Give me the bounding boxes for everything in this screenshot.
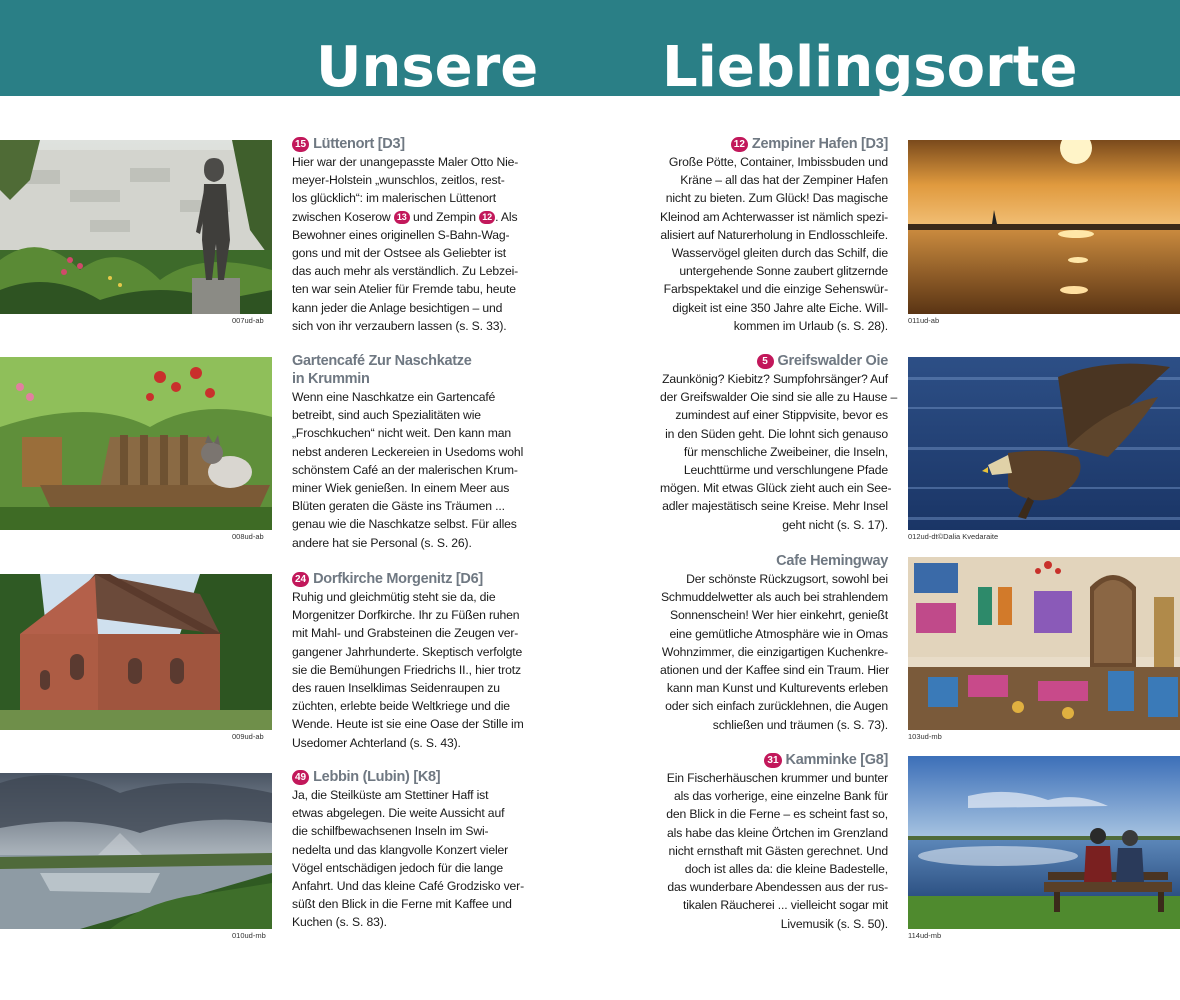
text-line [660,479,892,497]
text-line [660,171,888,189]
entry-title-text: Dorfkirche Morgenitz [D6] [313,571,483,587]
text-line [292,697,520,715]
location-number-badge: 49 [292,770,309,785]
text-run: nebst anderen Leckereien in Usedoms wohl [292,444,524,459]
text-run: züchten, erlebte beide Weltkriege und die [292,699,510,714]
text-run: nicht zu bieten. Zum Glück! Das magische [665,191,888,206]
photo-credit: 103ud-mb [908,732,942,741]
text-line [292,895,520,913]
text-line [292,734,520,752]
text-run: als habe das kleine Örtchen im Grenzland [667,825,888,840]
text-run: mit Mahl- und Grabsteinen die Zeugen ver- [292,626,519,641]
text-run: die schilfbewachsenen Inseln im Swi- [292,824,489,839]
entry-luettenort [292,135,520,335]
text-line [660,697,888,715]
text-line [660,860,888,878]
text-run: sich von ihr verzaubern lassen (s. S. 33). [292,318,507,333]
text-run: schließen und träumen (s. S. 73). [712,717,888,732]
text-line [292,624,520,642]
entry-title [660,352,888,370]
text-line [292,841,520,859]
text-run: Morgenitzer Dorfkirche. Ihr zu Füßen ruhen [292,608,520,623]
text-run: sie die Bemühungen Friedrichs II., hier trotz [292,662,521,677]
entry-title [292,352,520,370]
photo-credit: 011ud-ab [908,316,940,325]
text-line [660,370,888,388]
text-line [292,171,520,189]
text-line [660,842,888,860]
entry-zempiner-hafen [660,135,888,335]
text-run: Kleinod am Achterwasser ist nämlich spezi- [660,209,889,224]
text-line [660,189,888,207]
text-line [292,388,520,406]
text-run: tikalen Räucherei ... vielleicht sogar mit [682,898,888,913]
text-run: der Greifswalder Oie sind sie alle zu Hause – [660,390,898,405]
text-line [292,280,520,298]
entry-text [292,388,524,552]
text-run: los glücklich“: im malerischen Lüttenort [292,191,496,206]
text-run: meyer-Holstein „wunschlos, zeitlos, rest- [292,173,505,188]
photo-luettenort [0,140,272,314]
text-run: Der schönste Rückzugsort, sowohl bei [686,572,888,586]
photo-credit: 012ud-dt©Dalia Kvedaraite [908,532,999,541]
text-line [660,443,888,461]
text-run: Kuchen (s. S. 83). [292,915,387,930]
photo-credit: 009ud-ab [232,732,264,741]
text-line [660,208,888,226]
photo-kamminke [908,756,1180,929]
photo-greifswalder-oie [908,357,1180,530]
text-run: Sonnenschein! Wer hier einkehrt, genießt [669,608,888,623]
entry-title-line2: in Krummin [292,371,370,387]
photo-lebbin [0,773,272,929]
text-line [660,915,888,933]
entry-text [292,786,524,932]
text-run: Hier war der unangepasste Maler Otto Nie- [292,155,519,169]
text-run: geht nicht (s. S. 17). [782,517,888,532]
text-line [292,317,520,335]
text-run: das auch mehr als verständlich. Zu Lebzei- [292,264,519,279]
text-line [660,406,888,424]
entry-kamminke [660,751,888,933]
text-run: als das vorherige, eine einzelne Bank für [673,789,888,804]
text-line [660,716,888,734]
text-run: digkeit ist eine 350 Jahre alte Eiche. Will- [672,300,888,315]
text-line [660,280,888,298]
text-run: für menschliche Zweibeiner, die Inseln, [683,444,888,459]
text-run: Livemusik (s. S. 50). [780,916,888,931]
text-run: kann man Kunst und Kulturevents erleben [666,681,888,696]
text-line [292,786,520,804]
text-line [292,244,520,262]
text-run: Blüten geraten die Gäste ins Träumen ... [292,499,505,514]
text-run: Ja, die Steilküste am Stettiner Haff ist [292,788,489,802]
text-line [292,424,520,442]
text-run: und Zempin [409,209,480,224]
entry-text [660,370,898,534]
text-run: gangener Jahrhunderte. Skeptisch verfolgte [292,644,523,659]
text-run: schönstem Café an der malerischen Krum- [292,462,518,477]
text-line [660,299,888,317]
text-run: Wasservögel gleiten durch das Schilf, die [671,246,888,261]
text-line [292,859,520,877]
entry-lebbin [292,768,524,932]
text-run: Ruhig und gleichmütig steht sie da, die [292,590,496,604]
text-line [660,787,888,805]
text-run: nedelta und das klangvolle Konzert vieler [292,842,509,857]
text-run: nicht ernsthaft mit Gästen gerechnet. Und [668,843,888,858]
text-line [292,661,520,679]
text-line [292,515,520,533]
text-run: Schmuddelwetter als auch bei strahlendem [660,590,888,605]
entry-title-text: Cafe Hemingway [776,553,888,569]
photo-dorfkirche [0,574,272,730]
text-line [292,189,520,207]
text-line [292,299,520,317]
location-number-badge: 12 [731,137,748,152]
location-number-badge: 13 [394,211,410,224]
text-line [292,643,523,661]
text-run: Große Pötte, Container, Imbissbuden und [668,155,888,169]
text-run: Bewohner eines originellen S-Bahn-Wag- [292,227,510,242]
text-line [660,497,888,515]
text-run: miner Wiek genießen. In einem Meer aus [292,481,510,496]
text-run: Anfahrt. Und das kleine Café Grodzisko ver- [292,879,524,894]
text-line [660,425,888,443]
text-run: zwischen Koserow [292,209,394,224]
text-line [660,153,888,171]
text-line [660,625,888,643]
text-line [292,606,520,624]
entry-title [292,570,520,588]
entry-cafe-hemingway [660,552,888,734]
text-line [660,226,888,244]
text-run: „Froschkuchen“ nicht weit. Den kann man [292,426,512,441]
entry-title [292,768,520,786]
text-line [660,262,888,280]
text-run: mögen. Mit etwas Glück zieht auch ein See- [660,481,892,496]
text-line [292,804,520,822]
photo-credit: 007ud-ab [232,316,264,325]
text-line [660,388,898,406]
entry-title-text: Zempiner Hafen [D3] [751,136,888,152]
entry-dorfkirche-morgenitz [292,570,524,752]
text-line [292,443,524,461]
entry-title [660,751,888,769]
entry-text [660,769,888,933]
text-run: andere hat sie Personal (s. S. 26). [292,535,472,550]
text-line [660,769,888,787]
text-run: Usedomer Achterland (s. S. 43). [292,735,461,750]
entry-title-text: Kamminke [G8] [785,752,888,768]
page-title-left: Unsere [316,35,539,100]
entry-text [660,570,888,734]
text-run: genau wie die Naschkatze selbst. Für alles [292,517,517,532]
entry-title-text: Greifswalder Oie [777,353,888,369]
text-run: . Als [495,209,518,224]
photo-credit: 008ud-ab [232,532,264,541]
text-line [660,896,888,914]
text-line [292,208,520,226]
entry-title [292,135,520,153]
text-line [660,679,888,697]
text-run: alisiert auf Naturerholung in Endlosschleife. [660,227,888,242]
text-run: den Blick in die Ferne – es scheint fast so, [666,807,888,822]
text-line [292,226,520,244]
text-run: Wende. Heute ist sie eine Oase der Stille im [292,717,524,732]
text-run: kann jeder die Anlage besichtigen – und [292,300,503,315]
entry-gartencafe-naschkatze [292,352,524,552]
entry-title [660,135,888,153]
text-line [660,824,888,842]
text-run: ationen und der Kaffee sind ein Traum. Hier [660,663,890,678]
text-line [292,153,520,171]
text-line [292,877,524,895]
entry-title-text: Lebbin (Lubin) [K8] [313,769,441,785]
text-run: gons und mit der Ostsee als Geliebter ist [292,246,507,261]
text-run: zumindest auf einer Stippvisite, bevor es [675,408,888,423]
photo-credit: 010ud-mb [232,931,266,940]
text-run: doch ist alles da: die kleine Badestelle, [684,862,888,877]
text-line [660,570,888,588]
text-line [292,913,520,931]
location-number-badge: 24 [292,572,309,587]
text-line [660,317,888,335]
text-run: Ein Fischerhäuschen krummer und bunter [666,771,888,785]
entry-greifswalder-oie [660,352,898,534]
text-line [660,661,888,679]
text-line [660,516,888,534]
entry-text [292,153,520,335]
photo-zempiner-hafen [908,140,1180,314]
text-line [292,715,524,733]
text-run: Wohnzimmer, die einzigartigen Kuchenkre- [661,644,888,659]
text-run: kommen im Urlaub (s. S. 28). [733,318,888,333]
text-line [660,878,888,896]
text-line [292,406,520,424]
text-line [292,588,520,606]
text-run: oder sich einfach zurücklehnen, die Augen [665,699,888,714]
photo-naschkatze [0,357,272,530]
text-run: ten war sein Atelier für Fremde tabu, heute [292,282,516,297]
location-number-badge: 31 [764,753,781,768]
text-run: Farbspektakel und die einzige Sehenswür- [663,282,888,297]
text-run: Kräne – all das hat der Zempiner Hafen [680,173,888,188]
location-number-badge: 5 [757,354,774,369]
entry-title [660,552,888,570]
text-line [292,822,520,840]
text-line [660,805,888,823]
photo-cafe-hemingway [908,557,1180,730]
text-line [292,479,520,497]
text-run: eine gemütliche Atmosphäre wie in Omas [669,626,888,641]
text-line [292,497,520,515]
text-line [660,606,888,624]
entry-text [660,153,888,335]
text-run: etwas abgelegen. Die weite Aussicht auf [292,806,505,821]
text-line [660,588,888,606]
text-line [292,262,520,280]
entry-text [292,588,524,752]
text-run: Wenn eine Naschkatze ein Gartencafé [292,390,496,404]
text-line [660,244,888,262]
text-run: das wunderbare Abendessen aus der rus- [667,880,888,895]
page-title-right: Lieblingsorte [662,35,1078,100]
text-run: betreibt, sind auch Spezialitäten wie [292,408,481,423]
entry-title-text: Lüttenort [D3] [313,136,405,152]
text-line [292,461,520,479]
text-run: des rauen Inselklimas Seidenraupen zu [292,681,500,696]
text-run: Zaunkönig? Kiebitz? Sumpfohrsänger? Auf [662,372,888,386]
text-line [292,534,520,552]
text-run: Vögel entschädigen jedoch für die lange [292,860,503,875]
location-number-badge: 15 [292,137,309,152]
location-number-badge: 12 [479,211,495,224]
text-run: süßt den Blick in die Ferne mit Kaffee und [292,897,512,912]
text-run: in den Süden geht. Die lohnt sich genauso [665,426,888,441]
text-line [660,461,888,479]
text-run: adler majestätisch seine Kreise. Mehr Insel [662,499,888,514]
entry-title-text: Gartencafé Zur Naschkatze [292,353,472,369]
photo-credit: 114ud-mb [908,931,942,940]
text-line [660,643,888,661]
text-run: untergehende Sonne zaubert glitzernde [679,264,888,279]
text-line [292,679,520,697]
text-run: Leuchttürme und verschlungene Pfade [683,463,888,478]
